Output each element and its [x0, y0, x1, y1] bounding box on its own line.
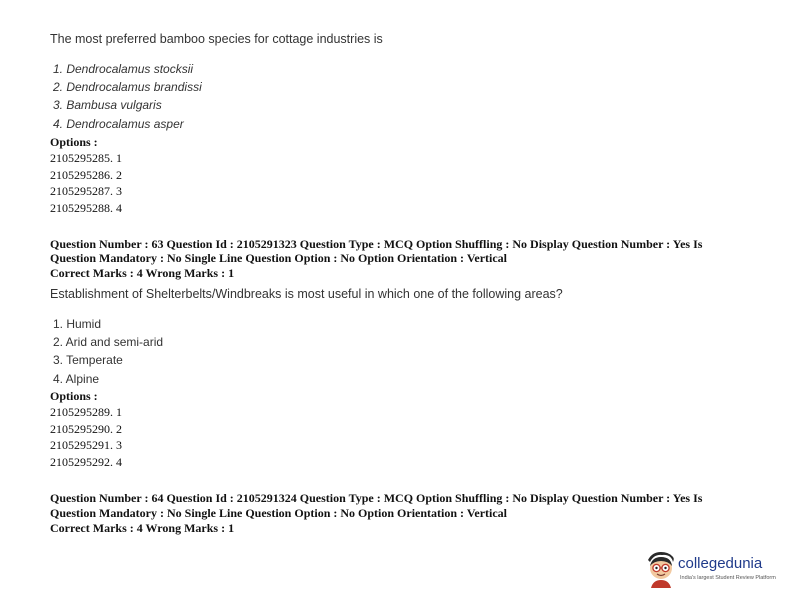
question-marks: Correct Marks : 4 Wrong Marks : 1: [50, 521, 235, 535]
option-code: 2105295288. 4: [50, 201, 122, 215]
option-code: 2105295285. 1: [50, 151, 122, 165]
collegedunia-logo: [644, 552, 782, 590]
option-item: 4. Alpine: [53, 372, 100, 386]
logo-wordmark: collegedunia: [678, 555, 763, 572]
question-text: Establishment of Shelterbelts/Windbreaks is most useful in which one of the following areas?: [50, 287, 563, 301]
option-item: 2. Dendrocalamus brandissi: [53, 80, 202, 94]
option-code: 2105295291. 3: [50, 438, 122, 452]
question-marks: Correct Marks : 4 Wrong Marks : 1: [50, 266, 235, 280]
question-meta: Question Number : 63 Question Id : 2105291323 Question Type : MCQ Option Shuffling : No Display Question Number : Yes Is: [50, 237, 703, 251]
option-item: 4. Dendrocalamus asper: [53, 117, 184, 131]
option-code: 2105295289. 1: [50, 405, 122, 419]
mascot-icon: [644, 552, 678, 590]
option-item: 3. Temperate: [53, 353, 123, 367]
options-label: Options :: [50, 135, 98, 149]
option-item: 2. Arid and semi-arid: [53, 335, 164, 349]
logo-tagline: India's largest Student Review Platform: [680, 575, 776, 581]
question-meta: Question Mandatory : No Single Line Question Option : No Option Orientation : Vertical: [50, 251, 508, 265]
option-code: 2105295290. 2: [50, 422, 122, 436]
options-label: Options :: [50, 389, 98, 403]
question-meta: Question Mandatory : No Single Line Question Option : No Option Orientation : Vertical: [50, 506, 508, 520]
option-code: 2105295287. 3: [50, 184, 122, 198]
option-code: 2105295292. 4: [50, 455, 122, 469]
option-item: 3. Bambusa vulgaris: [53, 98, 162, 112]
option-code: 2105295286. 2: [50, 168, 122, 182]
question-meta: Question Number : 64 Question Id : 2105291324 Question Type : MCQ Option Shuffling : No Display Question Number : Yes Is: [50, 491, 703, 505]
option-item: 1. Humid: [53, 317, 102, 331]
question-text: The most preferred bamboo species for cottage industries is: [50, 32, 383, 46]
option-item: 1. Dendrocalamus stocksii: [53, 62, 194, 76]
